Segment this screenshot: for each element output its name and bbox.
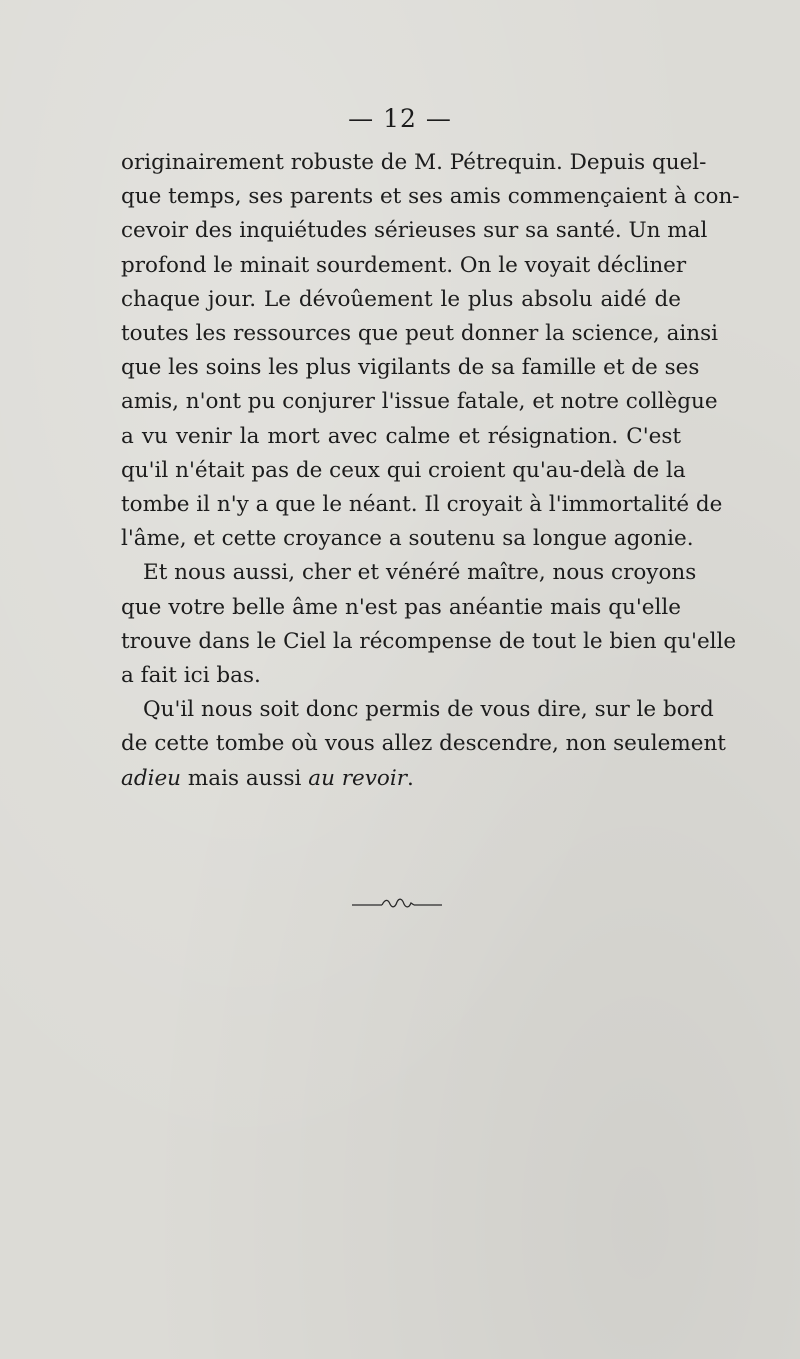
text-line: de cette tombe où vous allez descendre, non seulement <box>121 731 726 757</box>
text-line: originairement robuste de M. Pétrequin. Depuis quel- <box>121 150 707 175</box>
text-line: a vu venir la mort avec calme et résignation. C'est <box>121 423 681 449</box>
paragraph-3 <box>121 693 726 796</box>
text-line: Et nous aussi, cher et vénéré maître, nous croyons <box>143 560 697 586</box>
text-line: chaque jour. Le dévoûement le plus absolu aidé de <box>121 286 681 312</box>
text-line: trouve dans le Ciel la récompense de tout le bien qu'elle <box>121 628 737 654</box>
italic-phrase-au-revoir: au revoir <box>308 765 408 791</box>
text-line: a fait ici bas. <box>121 663 261 689</box>
text-line: que temps, ses parents et ses amis commençaient à con- <box>121 184 740 210</box>
page-number: — 12 — <box>348 104 452 133</box>
text-fragment: . <box>407 765 414 791</box>
text-line: amis, n'ont pu conjurer l'issue fatale, et notre collègue <box>121 389 718 415</box>
text-line: l'âme, et cette croyance a soutenu sa longue agonie. <box>121 526 694 552</box>
text-line: que les soins les plus vigilants de sa famille et de ses <box>121 355 700 381</box>
body-text <box>121 146 740 796</box>
paragraph-2 <box>121 556 737 693</box>
text-line: que votre belle âme n'est pas anéantie mais qu'elle <box>121 594 681 620</box>
text-line: profond le minait sourdement. On le voyait décliner <box>121 252 687 278</box>
paragraph-1 <box>121 146 740 556</box>
text-line: qu'il n'était pas de ceux qui croient qu'au-delà de la <box>121 457 686 483</box>
text-line: tombe il n'y a que le néant. Il croyait à l'immortalité de <box>121 492 723 518</box>
italic-word-adieu: adieu <box>121 765 182 791</box>
closing-ornament-icon <box>352 893 442 911</box>
text-line: toutes les ressources que peut donner la science, ainsi <box>121 321 719 347</box>
text-line-final <box>121 762 681 796</box>
text-line: cevoir des inquiétudes sérieuses sur sa santé. Un mal <box>121 218 708 244</box>
text-line: Qu'il nous soit donc permis de vous dire, sur le bord <box>143 697 714 723</box>
text-fragment: mais aussi <box>181 765 309 791</box>
